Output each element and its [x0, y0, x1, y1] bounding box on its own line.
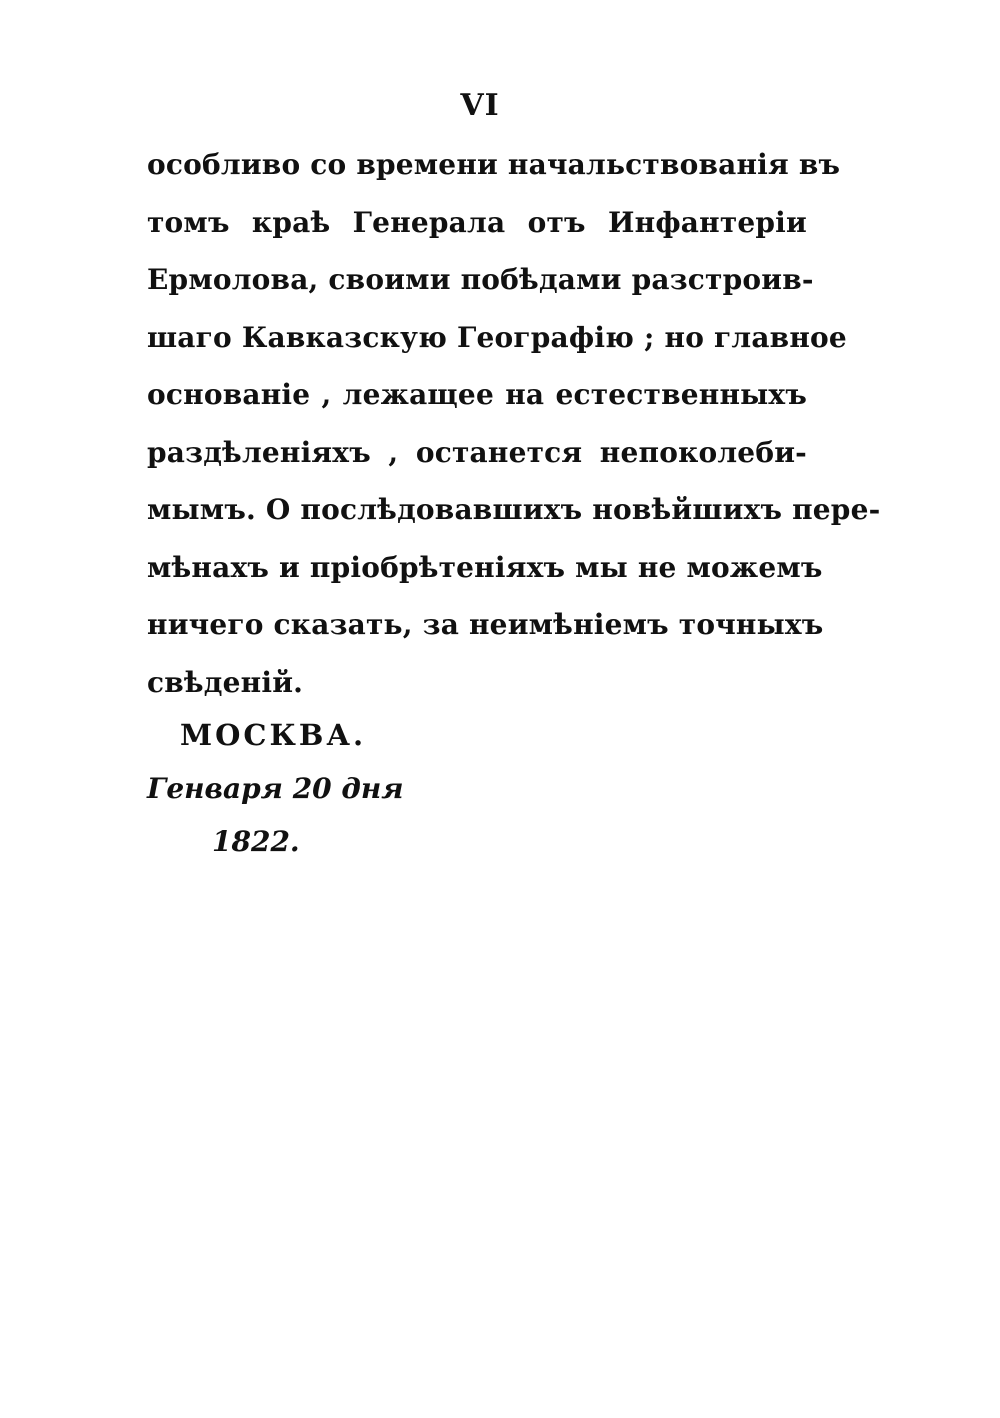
body-text [147, 136, 881, 711]
signature-place: МОСКВА. [180, 718, 367, 752]
body-line: основаніе , лежащее на естественныхъ [147, 378, 807, 411]
body-line: мымъ. О послѣдовавшихъ новѣйшихъ пере- [147, 493, 881, 526]
body-line: шаго Кавказскую Географію ; но главное [147, 320, 847, 354]
body-line: Ермолова, своими побѣдами разстроив- [147, 263, 814, 296]
body-line: особливо со времени начальствованія въ [147, 148, 841, 181]
body-line: томъ краѣ Генерала отъ Инфантеріи [147, 205, 807, 239]
body-line: ничего сказать, за неимѣніемъ точныхъ [147, 608, 824, 641]
signature-date: Генваря 20 дня [147, 772, 404, 805]
body-line: мѣнахъ и пріобрѣтеніяхъ мы не можемъ [147, 550, 823, 584]
body-line: раздѣленіяхъ , останется непоколеби- [147, 435, 807, 469]
body-line: свѣденій. [147, 665, 304, 699]
signature-year: 1822. [212, 825, 300, 858]
page-number: VI [460, 88, 500, 123]
